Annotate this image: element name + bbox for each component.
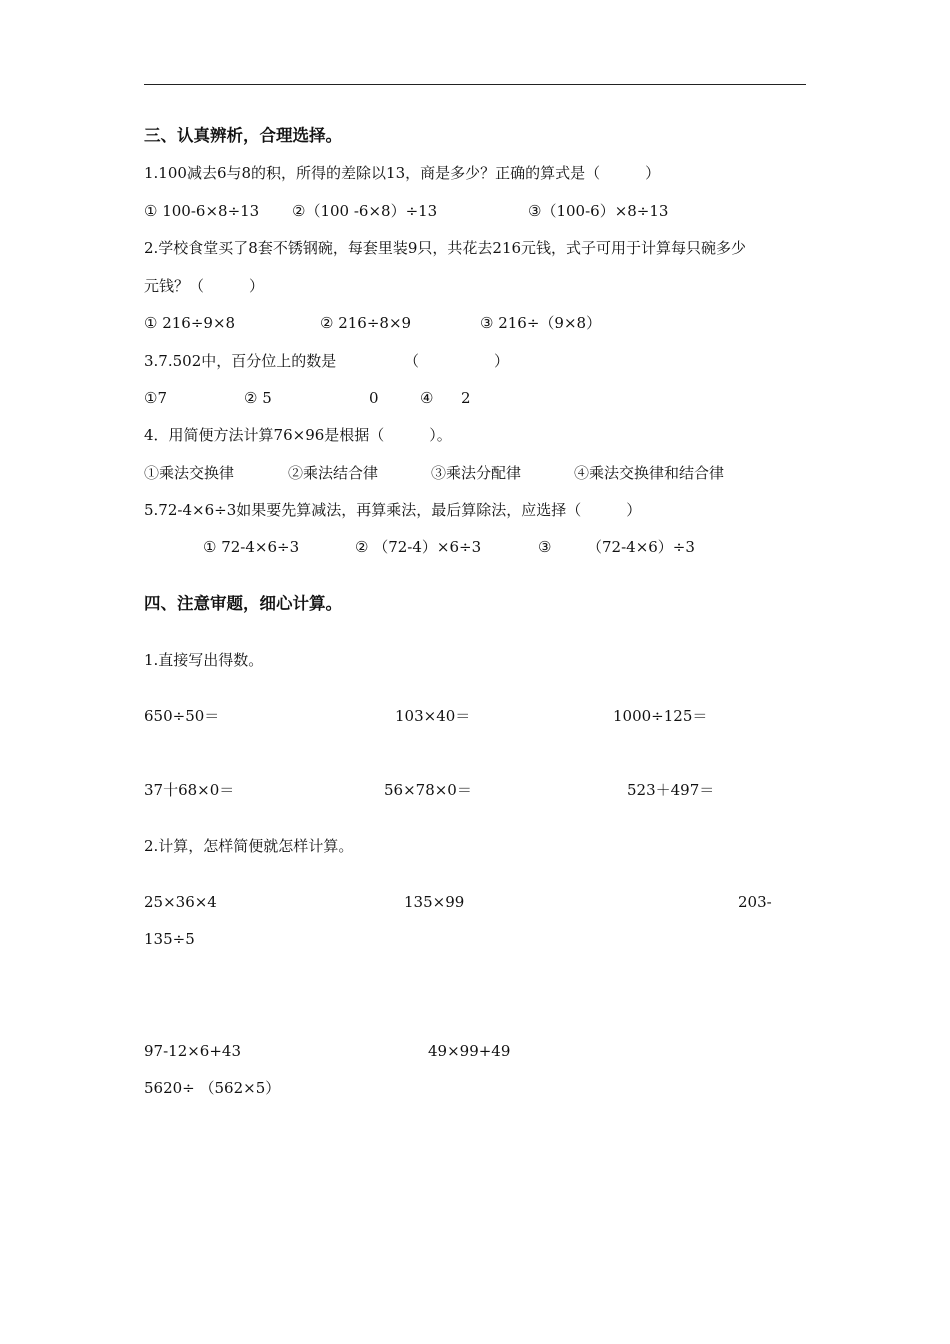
part2-expr-4: 97-12×6+43 (144, 1042, 242, 1060)
q4-text: 4．用简便方法计算76×96是根据（ ）。 (144, 426, 452, 444)
header-rule (144, 84, 806, 85)
q2-option-2: ② 216÷8×9 (320, 314, 412, 332)
q3-option-2: ② 5 (244, 389, 272, 407)
section3-title: 三、认真辨析，合理选择。 (144, 126, 342, 145)
part1-expr-4: 37十68×0＝ (144, 781, 235, 799)
part2-expr-5: 49×99+49 (428, 1042, 511, 1060)
q5-option-3: （72-4×6）÷3 (587, 538, 695, 556)
q1-text: 1.100减去6与8的积，所得的差除以13，商是多少？正确的算式是（ ） (144, 164, 661, 182)
part2-expr-6: 5620÷ （562×5） (144, 1079, 281, 1097)
q1-option-3: ③（100-6）×8÷13 (528, 202, 669, 220)
q1-option-2: ②（100 -6×8）÷13 (292, 202, 438, 220)
q3-text: 3.7.502中，百分位上的数是 (144, 352, 337, 370)
part1-expr-6: 523＋497＝ (627, 781, 715, 799)
part1-expr-2: 103×40＝ (395, 707, 471, 725)
q5-option-2: ② （72-4）×6÷3 (355, 538, 482, 556)
q4-option-2: ②乘法结合律 (288, 464, 379, 482)
q1-option-1: ① 100-6×8÷13 (144, 202, 260, 220)
part2-expr-1: 25×36×4 (144, 893, 217, 911)
section4-title: 四、注意审题，细心计算。 (144, 594, 342, 613)
part2-expr-3-start: 203- (738, 893, 772, 911)
part2-expr-3-end: 135÷5 (144, 930, 195, 948)
part1-label: 1.直接写出得数。 (144, 651, 264, 669)
q3-option-4-value: 2 (461, 389, 471, 407)
part1-expr-3: 1000÷125＝ (613, 707, 708, 725)
part2-label: 2.计算，怎样简便就怎样计算。 (144, 837, 354, 855)
q3-option-4-marker: ④ (420, 389, 434, 407)
part1-expr-1: 650÷50＝ (144, 707, 220, 725)
q3-option-3: 0 (369, 389, 379, 407)
q5-option-1: ① 72-4×6÷3 (203, 538, 300, 556)
q4-option-3: ③乘法分配律 (431, 464, 522, 482)
q5-option-3-marker: ③ (538, 538, 552, 556)
q2-option-3: ③ 216÷（9×8） (480, 314, 602, 332)
q5-text: 5.72-4×6÷3如果要先算减法，再算乘法，最后算除法，应选择（ ） (144, 501, 642, 519)
q2-text-line2: 元钱？（ ） (144, 277, 265, 295)
q4-option-4: ④乘法交换律和结合律 (574, 464, 725, 482)
q4-option-1: ①乘法交换律 (144, 464, 235, 482)
q3-answer-paren: （ ） (404, 352, 510, 370)
part1-expr-5: 56×78×0＝ (384, 781, 472, 799)
q2-option-1: ① 216÷9×8 (144, 314, 236, 332)
part2-expr-2: 135×99 (404, 893, 465, 911)
q3-option-1: ①7 (144, 389, 167, 407)
q2-text-line1: 2.学校食堂买了8套不锈钢碗，每套里装9只，共花去216元钱，式子可用于计算每只碗多少 (144, 239, 747, 257)
